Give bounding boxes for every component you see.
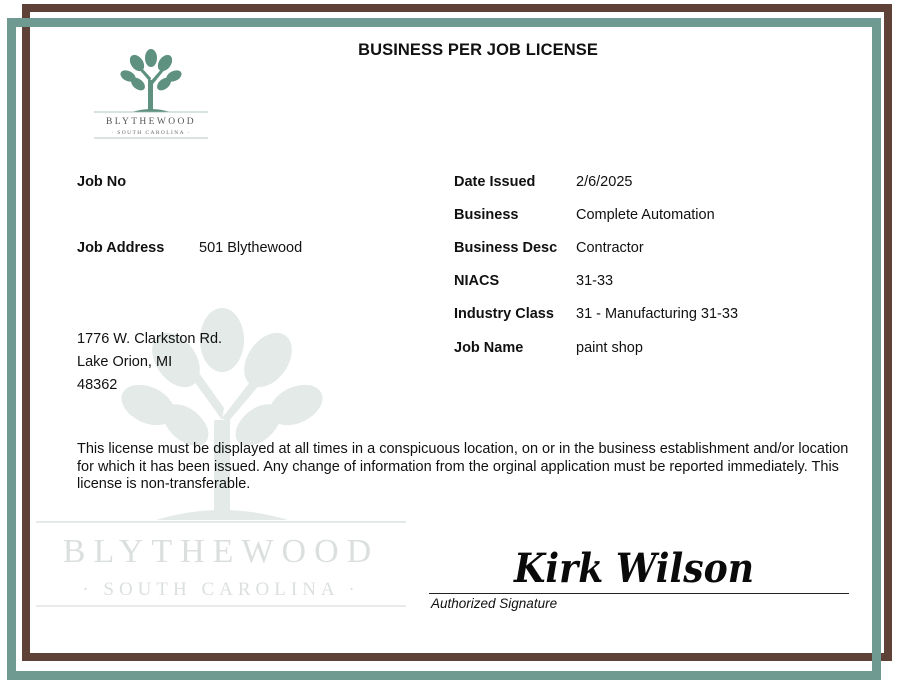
signature-text: Kirk Wilson	[513, 545, 754, 592]
watermark-name: BLYTHEWOOD	[62, 533, 380, 570]
logo-name: BLYTHEWOOD	[105, 117, 197, 127]
logo-sub: · SOUTH CAROLINA ·	[111, 130, 191, 136]
business-label: Business	[454, 207, 519, 223]
mailing-address	[77, 328, 222, 397]
date-issued-value: 2/6/2025	[576, 174, 633, 190]
address-line-2: Lake Orion, MI	[77, 354, 173, 370]
job-no-label: Job No	[77, 174, 127, 190]
industry-class-value: 31 - Manufacturing 31-33	[576, 306, 739, 322]
watermark-sub: · SOUTH CAROLINA ·	[82, 579, 360, 600]
address-line-1: 1776 W. Clarkston Rd.	[77, 331, 223, 347]
business-desc-label: Business Desc	[454, 240, 558, 256]
job-address-value: 501 Blythewood	[199, 240, 303, 256]
business-value: Complete Automation	[576, 207, 715, 223]
job-address-label: Job Address	[77, 240, 165, 256]
license-title: BUSINESS PER JOB LICENSE	[358, 41, 598, 59]
handwritten-signature	[510, 540, 760, 598]
license-notice: This license must be displayed at all times in a conspicuous location, on or in the business establishment and/or location for which it has been issued. Any change of information from the orginal application must be reported immediately. This license is non-transferable.	[77, 441, 849, 492]
business-desc-value: Contractor	[576, 240, 644, 256]
job-name-value: paint shop	[576, 340, 643, 356]
industry-class-label: Industry Class	[454, 306, 554, 322]
signature-line	[429, 593, 849, 594]
signature-caption: Authorized Signature	[431, 596, 558, 611]
niacs-value: 31-33	[576, 273, 614, 289]
niacs-label: NIACS	[454, 273, 500, 289]
address-line-3: 48362	[77, 377, 118, 393]
job-name-label: Job Name	[454, 340, 524, 356]
date-issued-label: Date Issued	[454, 174, 536, 190]
blythewood-logo	[90, 46, 212, 142]
